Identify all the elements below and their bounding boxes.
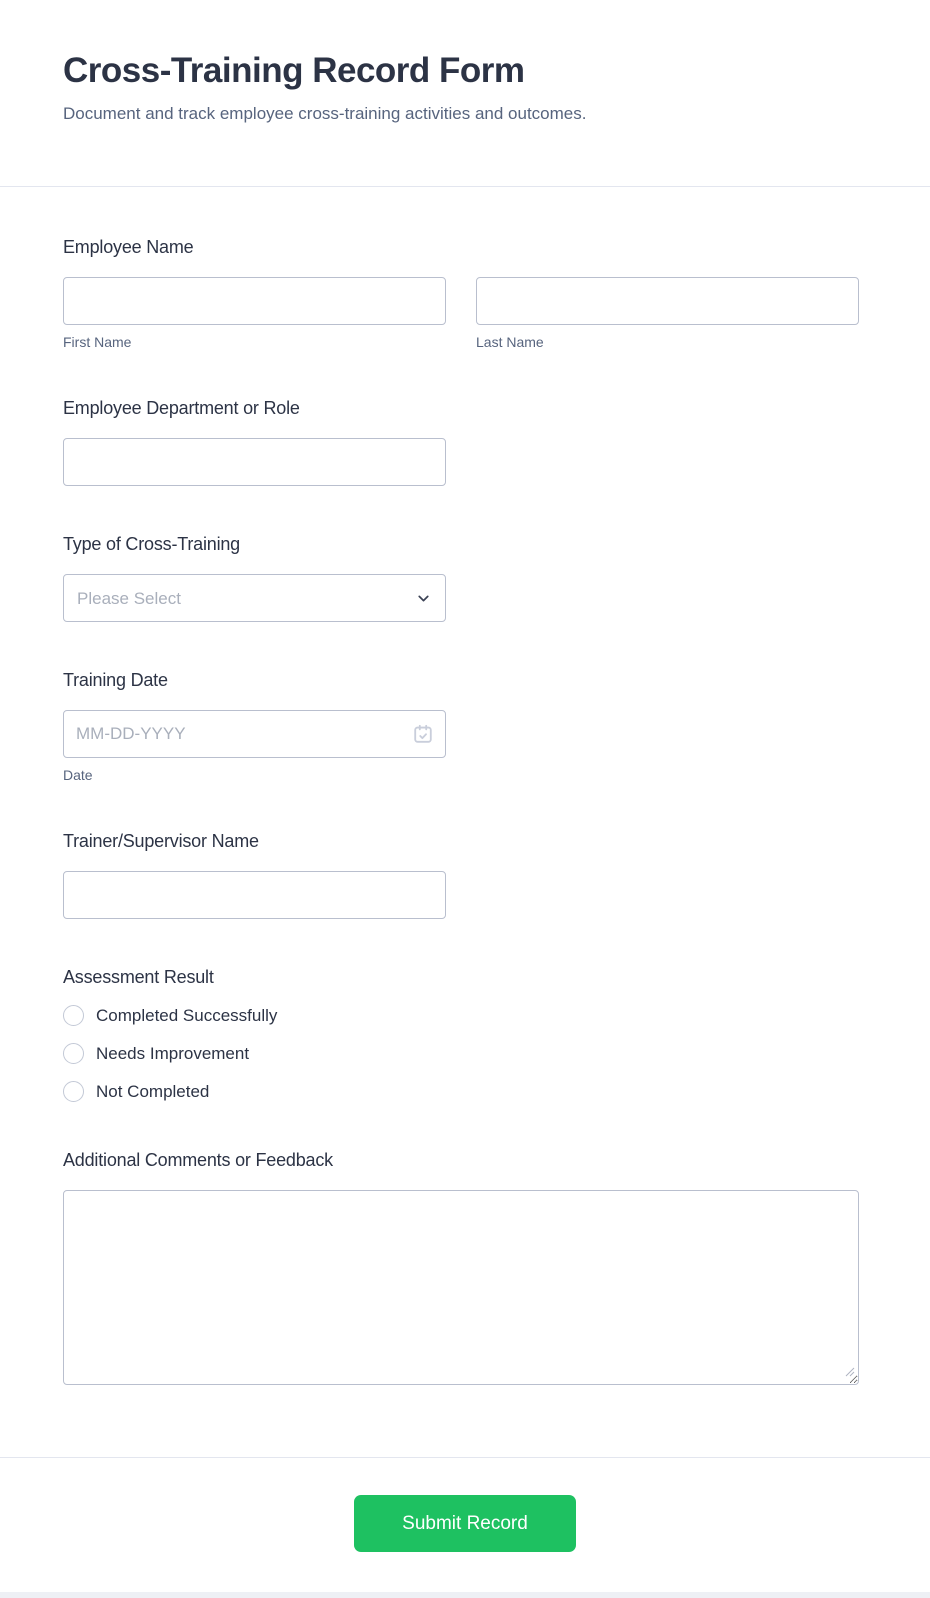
training-type-select-wrap bbox=[63, 574, 446, 622]
employee-name-label: Employee Name bbox=[63, 237, 194, 257]
radio-label: Not Completed bbox=[96, 1082, 210, 1101]
field-training-type bbox=[63, 532, 867, 622]
training-date-label: Training Date bbox=[63, 670, 168, 690]
trainer-label: Trainer/Supervisor Name bbox=[63, 831, 259, 851]
field-employee-name bbox=[63, 235, 867, 350]
radio-circle-icon bbox=[63, 1005, 84, 1026]
training-type-select[interactable] bbox=[63, 574, 446, 622]
radio-label: Completed Successfully bbox=[96, 1006, 278, 1025]
field-department bbox=[63, 396, 867, 486]
radio-option-completed-successfully[interactable] bbox=[63, 1005, 867, 1026]
date-input-wrap bbox=[63, 710, 446, 758]
date-sublabel: Date bbox=[63, 767, 93, 783]
training-date-input[interactable] bbox=[63, 710, 446, 758]
comments-textarea-wrap bbox=[63, 1190, 859, 1390]
form-header bbox=[0, 0, 930, 186]
field-assessment bbox=[63, 965, 867, 1102]
department-input[interactable] bbox=[63, 438, 446, 486]
first-name-input[interactable] bbox=[63, 277, 446, 325]
submit-row bbox=[0, 1458, 930, 1552]
comments-label: Additional Comments or Feedback bbox=[63, 1150, 333, 1170]
radio-option-needs-improvement[interactable] bbox=[63, 1043, 867, 1064]
form-body bbox=[0, 187, 930, 1457]
field-training-date bbox=[63, 668, 867, 783]
first-name-group bbox=[63, 277, 446, 350]
radio-circle-icon bbox=[63, 1081, 84, 1102]
form-title: Cross-Training Record Form bbox=[63, 51, 525, 90]
assessment-radio-group bbox=[63, 1005, 867, 1102]
comments-textarea[interactable] bbox=[63, 1190, 859, 1385]
assessment-label: Assessment Result bbox=[63, 967, 214, 987]
name-row bbox=[63, 277, 867, 350]
training-type-label: Type of Cross-Training bbox=[63, 534, 240, 554]
department-label: Employee Department or Role bbox=[63, 398, 300, 418]
field-comments bbox=[63, 1148, 867, 1390]
last-name-sublabel: Last Name bbox=[476, 334, 544, 350]
field-trainer bbox=[63, 829, 867, 919]
footer-strip bbox=[0, 1592, 930, 1598]
radio-label: Needs Improvement bbox=[96, 1044, 250, 1063]
submit-button[interactable]: Submit Record bbox=[354, 1495, 576, 1552]
last-name-input[interactable] bbox=[476, 277, 859, 325]
trainer-input[interactable] bbox=[63, 871, 446, 919]
first-name-sublabel: First Name bbox=[63, 334, 132, 350]
last-name-group bbox=[476, 277, 859, 350]
form-subtitle: Document and track employee cross-training activities and outcomes. bbox=[63, 104, 587, 123]
radio-option-not-completed[interactable] bbox=[63, 1081, 867, 1102]
radio-circle-icon bbox=[63, 1043, 84, 1064]
